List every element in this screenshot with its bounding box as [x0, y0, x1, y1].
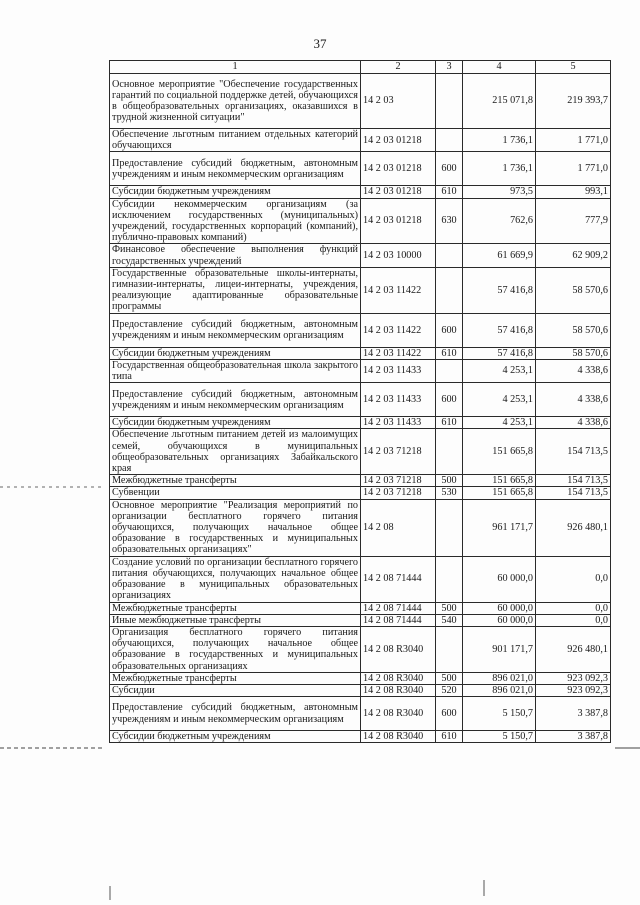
- table-row: [110, 602, 611, 614]
- row-expense-type: [436, 626, 463, 672]
- row-amount-year2: 219 393,7: [536, 74, 611, 129]
- row-code: 14 2 08 R3040: [361, 626, 436, 672]
- table-row: [110, 359, 611, 382]
- row-expense-type: [436, 244, 463, 267]
- row-amount-year2: 4 338,6: [536, 417, 611, 429]
- table-row: [110, 672, 611, 684]
- row-amount-year1: 215 071,8: [463, 74, 536, 129]
- row-description: Обеспечение льготным питанием детей из малоимущих семей, обучающихся в муниципальных общеобразовательных организациях Забайкальского края: [110, 429, 361, 475]
- row-amount-year1: 896 021,0: [463, 672, 536, 684]
- row-description: Субсидии бюджетным учреждениям: [110, 186, 361, 198]
- row-amount-year1: 762,6: [463, 198, 536, 244]
- table-row: [110, 417, 611, 429]
- row-code: 14 2 03 71218: [361, 429, 436, 475]
- row-amount-year1: 57 416,8: [463, 267, 536, 313]
- row-amount-year2: 923 092,3: [536, 684, 611, 696]
- row-description: Основное мероприятие "Обеспечение государственных гарантий по социальной поддержке детей, обучающихся в общеобразовательных организациях, оказавшихся в трудной жизненной ситуации": [110, 74, 361, 129]
- row-amount-year2: 926 480,1: [536, 499, 611, 556]
- row-expense-type: [436, 267, 463, 313]
- table-row: [110, 152, 611, 186]
- page-number: 37: [313, 36, 327, 51]
- row-description: Основное мероприятие "Реализация мероприятий по организации бесплатного горячего питания обучающихся, получающих начальное общее образование в государственных и муниципальных образовательных организациях": [110, 499, 361, 556]
- row-description: Обеспечение льготным питанием отдельных категорий обучающихся: [110, 129, 361, 152]
- row-description: Предоставление субсидий бюджетным, автономным учреждениям и иным некоммерческим организациям: [110, 697, 361, 731]
- column-header: 3: [436, 61, 463, 74]
- row-code: 14 2 08 71444: [361, 556, 436, 602]
- table-row: [110, 186, 611, 198]
- row-code: 14 2 03 71218: [361, 487, 436, 499]
- row-amount-year2: 3 387,8: [536, 731, 611, 743]
- row-amount-year2: 1 771,0: [536, 129, 611, 152]
- row-expense-type: 600: [436, 313, 463, 347]
- table-row: [110, 697, 611, 731]
- row-expense-type: 610: [436, 186, 463, 198]
- row-code: 14 2 03 10000: [361, 244, 436, 267]
- row-amount-year2: 0,0: [536, 556, 611, 602]
- row-amount-year2: 777,9: [536, 198, 611, 244]
- row-expense-type: [436, 74, 463, 129]
- row-description: Предоставление субсидий бюджетным, автономным учреждениям и иным некоммерческим организациям: [110, 383, 361, 417]
- row-amount-year2: 1 771,0: [536, 152, 611, 186]
- row-amount-year1: 961 171,7: [463, 499, 536, 556]
- row-description: Субсидии: [110, 684, 361, 696]
- row-code: 14 2 03 11433: [361, 417, 436, 429]
- table-row: [110, 129, 611, 152]
- row-expense-type: [436, 429, 463, 475]
- row-code: 14 2 03 01218: [361, 186, 436, 198]
- row-description: Финансовое обеспечение выполнения функций государственных учреждений: [110, 244, 361, 267]
- row-code: 14 2 08 71444: [361, 614, 436, 626]
- table-row: [110, 475, 611, 487]
- column-header: 1: [110, 61, 361, 74]
- row-amount-year2: 4 338,6: [536, 383, 611, 417]
- table-row: [110, 499, 611, 556]
- row-amount-year2: 923 092,3: [536, 672, 611, 684]
- row-amount-year2: 58 570,6: [536, 267, 611, 313]
- row-amount-year2: 58 570,6: [536, 313, 611, 347]
- row-code: 14 2 03 01218: [361, 152, 436, 186]
- row-amount-year1: 901 171,7: [463, 626, 536, 672]
- row-amount-year1: 60 000,0: [463, 602, 536, 614]
- row-description: Межбюджетные трансферты: [110, 602, 361, 614]
- row-amount-year1: 1 736,1: [463, 129, 536, 152]
- row-amount-year2: 62 909,2: [536, 244, 611, 267]
- row-expense-type: 610: [436, 417, 463, 429]
- table-row: [110, 614, 611, 626]
- table-row: [110, 313, 611, 347]
- row-code: 14 2 08 R3040: [361, 697, 436, 731]
- row-code: 14 2 03 11422: [361, 267, 436, 313]
- table-row: [110, 267, 611, 313]
- row-expense-type: 540: [436, 614, 463, 626]
- row-expense-type: 600: [436, 697, 463, 731]
- row-code: 14 2 03 01218: [361, 129, 436, 152]
- row-amount-year1: 4 253,1: [463, 359, 536, 382]
- table-header-row: [110, 61, 611, 74]
- row-expense-type: 610: [436, 347, 463, 359]
- row-amount-year1: 1 736,1: [463, 152, 536, 186]
- row-expense-type: 500: [436, 475, 463, 487]
- row-code: 14 2 03 71218: [361, 475, 436, 487]
- table-row: [110, 244, 611, 267]
- row-amount-year2: 993,1: [536, 186, 611, 198]
- row-expense-type: [436, 499, 463, 556]
- row-expense-type: 500: [436, 672, 463, 684]
- table-row: [110, 731, 611, 743]
- column-header: 5: [536, 61, 611, 74]
- row-expense-type: 500: [436, 602, 463, 614]
- row-amount-year2: 58 570,6: [536, 347, 611, 359]
- column-header: 2: [361, 61, 436, 74]
- row-amount-year2: 4 338,6: [536, 359, 611, 382]
- row-code: 14 2 03: [361, 74, 436, 129]
- row-description: Субсидии бюджетным учреждениям: [110, 347, 361, 359]
- row-expense-type: 530: [436, 487, 463, 499]
- row-description: Иные межбюджетные трансферты: [110, 614, 361, 626]
- table-row: [110, 684, 611, 696]
- row-code: 14 2 08 R3040: [361, 684, 436, 696]
- table-row: [110, 626, 611, 672]
- table-row: [110, 487, 611, 499]
- table-row: [110, 383, 611, 417]
- row-amount-year2: 0,0: [536, 602, 611, 614]
- table-row: [110, 347, 611, 359]
- row-amount-year2: 3 387,8: [536, 697, 611, 731]
- row-description: Государственная общеобразовательная школа закрытого типа: [110, 359, 361, 382]
- row-amount-year1: 151 665,8: [463, 487, 536, 499]
- row-expense-type: 600: [436, 152, 463, 186]
- row-expense-type: 520: [436, 684, 463, 696]
- budget-table: [109, 60, 611, 743]
- row-code: 14 2 03 11433: [361, 383, 436, 417]
- row-amount-year1: 5 150,7: [463, 731, 536, 743]
- row-amount-year1: 60 000,0: [463, 614, 536, 626]
- row-code: 14 2 08 R3040: [361, 672, 436, 684]
- row-amount-year2: 154 713,5: [536, 429, 611, 475]
- row-expense-type: [436, 129, 463, 152]
- row-amount-year1: 57 416,8: [463, 313, 536, 347]
- row-amount-year1: 151 665,8: [463, 429, 536, 475]
- row-code: 14 2 03 01218: [361, 198, 436, 244]
- row-amount-year1: 57 416,8: [463, 347, 536, 359]
- row-amount-year1: 61 669,9: [463, 244, 536, 267]
- row-amount-year2: 154 713,5: [536, 487, 611, 499]
- row-amount-year1: 5 150,7: [463, 697, 536, 731]
- row-description: Субсидии бюджетным учреждениям: [110, 417, 361, 429]
- row-expense-type: 630: [436, 198, 463, 244]
- row-amount-year1: 4 253,1: [463, 417, 536, 429]
- row-description: Субсидии бюджетным учреждениям: [110, 731, 361, 743]
- row-description: Организация бесплатного горячего питания обучающихся, получающих начальное общее образование в государственных и муниципальных образовательных организациях: [110, 626, 361, 672]
- row-amount-year2: 154 713,5: [536, 475, 611, 487]
- column-header: 4: [463, 61, 536, 74]
- row-amount-year1: 60 000,0: [463, 556, 536, 602]
- row-description: Предоставление субсидий бюджетным, автономным учреждениям и иным некоммерческим организациям: [110, 152, 361, 186]
- row-description: Субсидии некоммерческим организациям (за исключением государственных (муниципальных) учреждений, государственных корпораций (компаний), публично-правовых компаний): [110, 198, 361, 244]
- row-code: 14 2 08 R3040: [361, 731, 436, 743]
- row-description: Межбюджетные трансферты: [110, 672, 361, 684]
- row-amount-year1: 896 021,0: [463, 684, 536, 696]
- row-amount-year2: 0,0: [536, 614, 611, 626]
- row-amount-year1: 973,5: [463, 186, 536, 198]
- table-row: [110, 74, 611, 129]
- row-code: 14 2 03 11422: [361, 313, 436, 347]
- row-expense-type: 610: [436, 731, 463, 743]
- row-description: Создание условий по организации бесплатного горячего питания обучающихся, получающих начальное общее образование в муниципальных образовательных организациях: [110, 556, 361, 602]
- row-description: Государственные образовательные школы-интернаты, гимназии-интернаты, лицеи-интернаты, учреждения, реализующие адаптированные образовательные программы: [110, 267, 361, 313]
- row-amount-year1: 4 253,1: [463, 383, 536, 417]
- row-code: 14 2 08 71444: [361, 602, 436, 614]
- row-code: 14 2 03 11433: [361, 359, 436, 382]
- row-expense-type: [436, 359, 463, 382]
- table-row: [110, 429, 611, 475]
- row-amount-year2: 926 480,1: [536, 626, 611, 672]
- row-expense-type: 600: [436, 383, 463, 417]
- row-amount-year1: 151 665,8: [463, 475, 536, 487]
- row-expense-type: [436, 556, 463, 602]
- table-row: [110, 198, 611, 244]
- row-description: Межбюджетные трансферты: [110, 475, 361, 487]
- row-code: 14 2 08: [361, 499, 436, 556]
- table-row: [110, 556, 611, 602]
- row-description: Предоставление субсидий бюджетным, автономным учреждениям и иным некоммерческим организациям: [110, 313, 361, 347]
- row-description: Субвенции: [110, 487, 361, 499]
- row-code: 14 2 03 11422: [361, 347, 436, 359]
